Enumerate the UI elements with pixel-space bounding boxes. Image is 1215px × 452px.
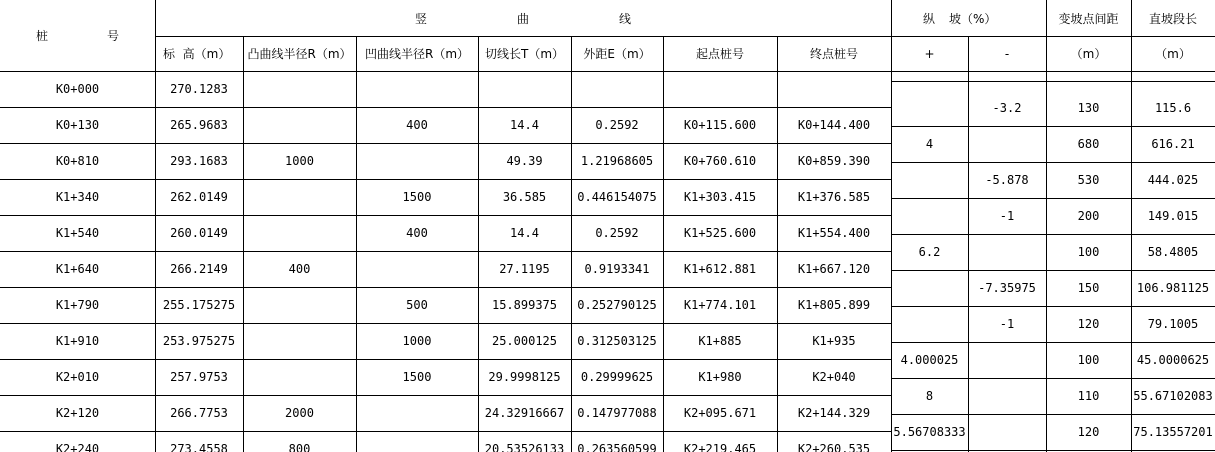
header-grade-unit: 坡（%） [949,11,997,26]
cell-concave-radius [356,251,478,287]
cell-external: 0.9193341 [584,262,650,276]
cell-straight-length: 45.0000625 [1136,353,1210,367]
header-grade-minus: - [1004,46,1010,61]
cell-spacing: 150 [1077,281,1100,295]
cell-grade-minus [968,378,1046,414]
cell-grade-minus [968,234,1046,270]
cell-grade-plus [891,198,968,234]
cell-external: 0.2592 [595,118,639,132]
cell-end-stake: K1+554.400 [797,226,871,240]
cell-convex-radius: 1000 [285,154,314,168]
cell-external: 0.252790125 [577,298,657,312]
header-unit-spacing: （m） [1070,47,1107,61]
cell-start-stake: K0+760.610 [683,154,757,168]
cell-spacing: 100 [1077,353,1100,367]
cell-spacing: 100 [1077,245,1100,259]
cell-straight-length: 616.21 [1151,137,1195,151]
cell-grade-minus: -5.878 [985,173,1029,187]
cell-grade-plus: 4 [925,137,934,151]
cell-convex-radius [243,359,356,395]
cell-stake: K2+010 [55,370,100,384]
cell-elevation: 260.0149 [170,226,228,240]
cell-end-stake: K0+859.390 [797,154,871,168]
cell-external: 0.2592 [595,226,639,240]
header-vc-char-2: 曲 [516,11,529,26]
cell-external: 0.446154075 [577,190,657,204]
cell-spacing: 110 [1077,389,1100,403]
cell-start-stake: K1+525.600 [683,226,757,240]
cell-external: 0.147977088 [577,406,657,420]
cell-elevation: 265.9683 [170,118,228,132]
cell-end-stake: K1+805.899 [797,298,871,312]
cell-concave-radius [356,431,478,452]
cell-concave-radius [356,395,478,431]
cell-spacing: 680 [1077,137,1100,151]
cell-spacing: 120 [1077,425,1100,439]
cell-end-stake: K1+667.120 [797,262,871,276]
cell-end-stake: K2+260.535 [797,442,871,452]
header-stake-char-2: 号 [106,29,119,43]
cell-convex-radius: 800 [288,442,311,452]
cell-start-stake: K1+303.415 [683,190,757,204]
header-vertical-curve [155,0,891,36]
cell-convex-radius [243,215,356,251]
cell-grade-minus: -7.35975 [978,281,1036,295]
cell-grade-plus [891,162,968,198]
header-elevation: 标 高（m） [163,47,231,61]
cell-convex-radius [243,179,356,215]
cell-tangent-length: 36.585 [502,190,547,204]
cell-convex-radius [243,107,356,143]
cell-grade-minus: -1 [999,317,1015,331]
cell-start-stake: K1+885 [698,334,742,348]
cell-end-stake: K0+144.400 [797,118,871,132]
header-grade-char: 纵 [923,11,936,26]
header-stake-char-1: 桩 [36,29,49,43]
cell-grade-plus: 4.000025 [900,353,959,367]
cell-external: 0.263560599 [577,442,657,452]
cell-convex-radius [243,287,356,323]
cell-stake: K1+340 [55,190,100,204]
cell-external: 1.21968605 [580,154,654,168]
h-gridline [891,81,1215,82]
cell-grade-plus: 6.2 [918,245,941,259]
cell-start-stake: K1+612.881 [683,262,757,276]
cell-convex-radius: 2000 [285,406,314,420]
cell-start-stake: K1+774.101 [683,298,757,312]
header-stake [0,0,155,71]
cell-stake: K1+640 [55,262,100,276]
cell-straight-length: 115.6 [1154,101,1192,115]
cell-grade-plus [891,306,968,342]
header-start-stake: 起点桩号 [695,47,744,61]
header-end-stake: 终点桩号 [809,47,858,61]
h-gridline [891,450,1215,451]
cell-straight-length: 149.015 [1147,209,1199,223]
header-vc-char-1: 竖 [415,11,428,26]
cell-spacing: 120 [1077,317,1100,331]
cell-elevation: 262.0149 [170,190,228,204]
header-vc-char-3: 线 [618,11,631,26]
cell-straight-length: 58.4805 [1147,245,1199,259]
cell-tangent-length [478,71,571,107]
header-tangent-length: 切线长T（m） [484,47,565,61]
cell-elevation: 253.975275 [162,334,236,348]
cell-straight-length: 75.13557201 [1133,425,1213,439]
cell-stake: K1+790 [55,298,100,312]
cell-end-stake [777,71,891,107]
cell-end-stake: K1+376.585 [797,190,871,204]
cell-concave-radius: 1000 [402,334,432,348]
cell-elevation: 273.4558 [170,442,228,452]
cell-stake: K0+130 [55,118,100,132]
cell-straight-length: 55.67102083 [1133,389,1213,403]
cell-start-stake [663,71,777,107]
cell-convex-radius [243,71,356,107]
cell-grade-minus [968,414,1046,450]
cell-tangent-length: 15.899375 [491,298,558,312]
cell-tangent-length: 25.000125 [491,334,558,348]
cell-elevation: 266.2149 [170,262,228,276]
cell-concave-radius: 1500 [402,370,432,384]
cell-elevation: 255.175275 [162,298,236,312]
cell-concave-radius: 1500 [402,190,432,204]
header-grade-change-spacing: 变坡点间距 [1058,11,1119,26]
cell-concave-radius: 400 [406,226,428,240]
cell-end-stake: K2+040 [812,370,856,384]
header-grade-plus: + [924,46,935,61]
header-concave-radius: 凹曲线半径R（m） [364,47,470,61]
cell-tangent-length: 27.1195 [499,262,550,276]
cell-spacing: 200 [1077,209,1100,223]
cell-stake: K0+000 [55,82,100,96]
cell-tangent-length: 20.53526133 [484,442,565,452]
h-gridline [891,71,1215,72]
cell-start-stake: K1+980 [698,370,742,384]
cell-grade-minus: -3.2 [992,101,1022,115]
cell-stake: K0+810 [55,154,100,168]
cell-grade-plus [891,90,968,126]
cell-external: 0.312503125 [577,334,657,348]
header-convex-radius: 凸曲线半径R（m） [247,47,352,61]
cell-grade-plus [891,270,968,306]
cell-convex-radius [243,323,356,359]
cell-stake: K2+120 [55,406,100,420]
cell-elevation: 270.1283 [170,82,228,96]
cell-concave-radius [356,71,478,107]
header-straight-length: 直坡段长 [1148,11,1197,26]
cell-elevation: 266.7753 [170,406,228,420]
cell-stake: K1+910 [55,334,100,348]
cell-concave-radius: 400 [406,118,428,132]
header-external: 外距E（m） [583,47,651,61]
cell-straight-length: 106.981125 [1136,281,1210,295]
header-grade [891,0,1046,36]
cell-start-stake: K0+115.600 [683,118,757,132]
cell-grade-minus [968,342,1046,378]
cell-spacing: 530 [1077,173,1100,187]
cell-concave-radius: 500 [406,298,428,312]
cell-stake: K1+540 [55,226,100,240]
cell-grade-plus: 8 [925,389,934,403]
cell-grade-plus: 5.56708333 [893,425,966,439]
cell-tangent-length: 24.32916667 [484,406,565,420]
cell-convex-radius: 400 [288,262,311,276]
header-unit-length: （m） [1155,47,1191,61]
cell-external: 0.29999625 [580,370,654,384]
cell-tangent-length: 49.39 [506,154,543,168]
cell-tangent-length: 29.9998125 [488,370,561,384]
cell-end-stake: K1+935 [812,334,856,348]
cell-start-stake: K2+095.671 [683,406,757,420]
cell-spacing: 130 [1077,101,1100,115]
cell-end-stake: K2+144.329 [797,406,871,420]
cell-grade-minus: -1 [999,209,1015,223]
cell-tangent-length: 14.4 [510,226,539,240]
cell-stake: K2+240 [55,442,100,452]
cell-grade-minus [968,126,1046,162]
cell-elevation: 293.1683 [170,154,228,168]
cell-elevation: 257.9753 [170,370,228,384]
cell-straight-length: 79.1005 [1147,317,1199,331]
cell-start-stake: K2+219.465 [683,442,757,452]
cell-external [571,71,663,107]
cell-concave-radius [356,143,478,179]
cell-straight-length: 444.025 [1147,173,1199,187]
cell-tangent-length: 14.4 [510,118,539,132]
